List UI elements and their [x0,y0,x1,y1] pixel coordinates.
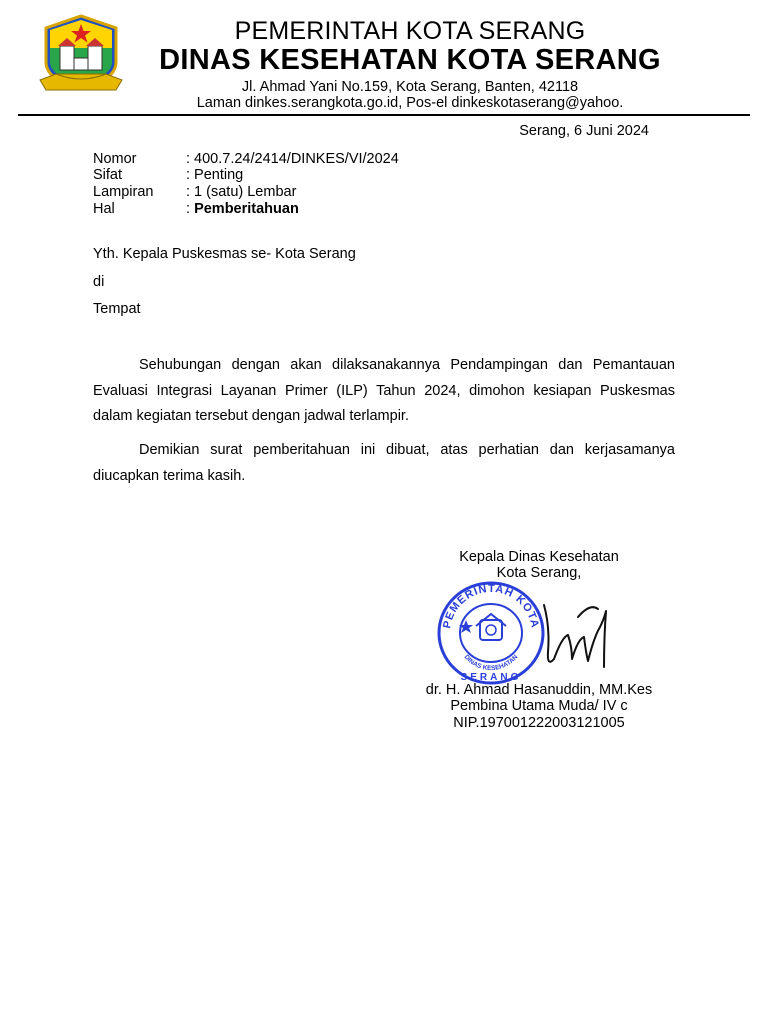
stamp-inner-text: DINAS KESEHATAN [462,653,520,673]
official-stamp [436,580,546,686]
meta-value-nomor: : 400.7.24/2414/DINKES/VI/2024 [186,151,399,167]
meta-value-sifat: : Penting [186,167,244,183]
meta-value-hal-prefix: : [186,201,195,217]
recipient-di: di [93,274,105,290]
letterhead-department: DINAS KESEHATAN KOTA SERANG [159,44,661,76]
recipient-place: Tempat [93,301,141,317]
city-emblem-logo [38,14,124,96]
signer-city: Kota Serang, [496,565,582,581]
meta-value-lampiran: : 1 (satu) Lembar [186,184,297,200]
meta-label-sifat: Sifat [93,167,123,183]
meta-label-nomor: Nomor [93,151,137,167]
signer-rank: Pembina Utama Muda/ IV c [450,698,628,714]
body-paragraph-2: Demikian surat pemberitahuan ini dibuat, atas perhatian dan kerjasamanya diucapkan terima kasih. [93,442,675,484]
letterhead-government: PEMERINTAH KOTA SERANG [234,17,586,45]
letterhead-address: Jl. Ahmad Yani No.159, Kota Serang, Banten, 42118 [241,79,579,95]
stamp-bottom-text: SERANG [460,672,522,683]
svg-text:PEMERINTAH KOTA [441,583,541,630]
letterhead-divider [18,114,750,116]
body-paragraph-1: Sehubungan dengan akan dilaksanakannya Pendampingan dan Pemantauan Evaluasi Integrasi Layanan Primer (ILP) Tahun 2024, dimohon kesiapan Puskesmas dalam kegiatan tersebut dengan jadwal terlampir. [93,357,675,424]
meta-value-hal [186,201,299,218]
stamp-outer-text: PEMERINTAH KOTA [441,582,541,630]
meta-label-hal: Hal [93,201,115,217]
letter-date: Serang, 6 Juni 2024 [519,123,649,139]
handwritten-signature [538,597,628,677]
meta-value-hal-subject: Pemberitahuan [194,201,299,217]
recipient-line: Yth. Kepala Puskesmas se- Kota Serang [93,246,356,262]
signer-title: Kepala Dinas Kesehatan [459,549,619,565]
signer-nip: NIP.197001222003121005 [453,715,625,731]
signer-name: dr. H. Ahmad Hasanuddin, MM.Kes [425,682,653,698]
letterhead-web-email: Laman dinkes.serangkota.go.id, Pos-el dinkeskotaserang@yahoo. [196,95,624,111]
meta-label-lampiran: Lampiran [93,184,154,200]
